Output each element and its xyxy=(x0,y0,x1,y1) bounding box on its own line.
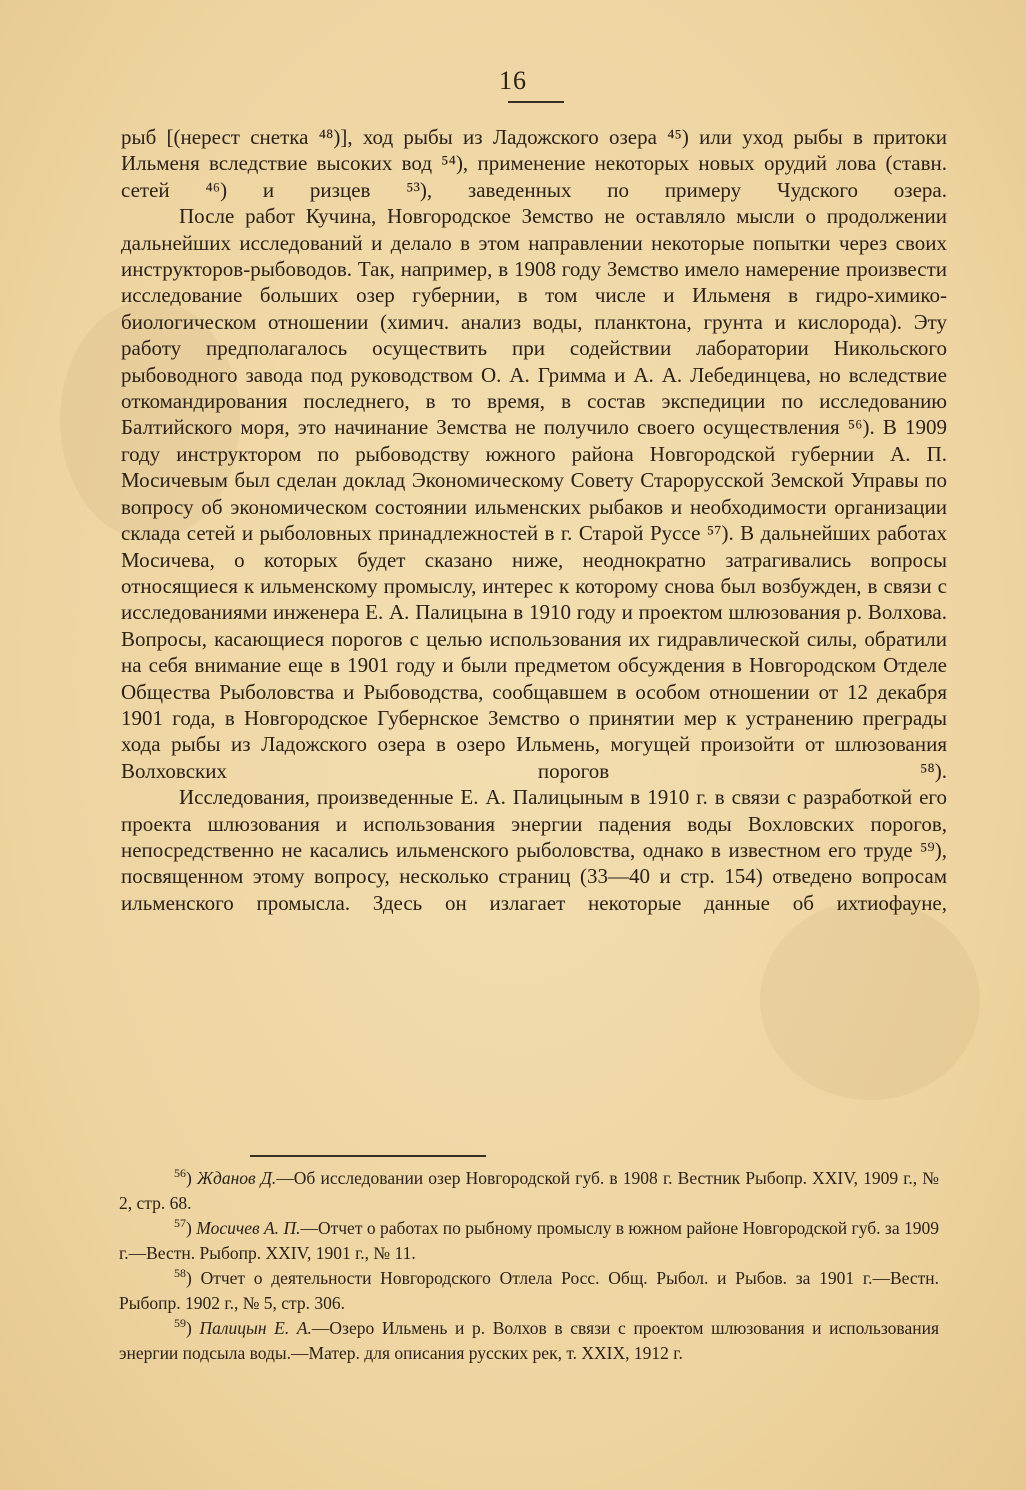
footnotes xyxy=(119,1166,939,1366)
footnote-57: $^{57}$) Мосичев А. П.—Отчет о работах по рыбному промыслу в южном районе Новгородской губ. за 1909 г.—Вестн. Рыбопр. XXIV, 1901 г., № 11. xyxy=(119,1216,940,1263)
body-text xyxy=(121,124,947,916)
footnote-text: —Озеро Ильмень и р. Волхов в связи с проектом шлюзования и использования энергии подсыла воды.—Матер. для описания русских рек, т. XXIX, 1912 г. xyxy=(119,1318,940,1363)
footnote-56: $^{56}$) Жданов Д.—Об исследовании озер Новгородской губ. в 1908 г. Вестник Рыбопр. XXIV, 1909 г., № 2, стр. 68. xyxy=(119,1166,940,1213)
page-number-underline xyxy=(508,101,564,103)
footnote-author: Палицын Е. А. xyxy=(199,1318,312,1338)
footnote-59: $^{59}$) Палицын Е. А.—Озеро Ильмень и р. Волхов в связи с проектом шлюзования и использования энергии подсыла воды.—Матер. для описания русских рек, т. XXIX, 1912 г. xyxy=(119,1316,940,1363)
paragraph: После работ Кучина, Новгородское Земство не оставляло мысли о продолжении дальнейших исследований и делало в этом направлении некоторые попытки через своих инструкторов-рыбоводов. Так, например, в 1908 году Земство имело намерение произвести исследование больших озер губернии, в том числе и Ильменя в гидро-химико-биологическом отношении (химич. анализ воды, планктона, грунта и кислорода). Эту работу предполагалось осуществить при содействии лаборатории Никольского рыбоводного завода под руководством О. А. Гримма и А. А. Лебединцева, но вследствие откомандирования последнего, в то время, в состав экспедиции по исследованию Балтийского моря, это начинание Земства не получило своего осуществления ⁵⁶). В 1909 году инструктором по рыбоводству южного района Новгородской губернии А. П. Мосичевым был сделан доклад Экономическому Совету Старорусской Земской Управы по вопросу об экономическом состоянии ильменских рыбаков и необходимости организации склада сетей и рыболовных принадлежностей в г. Старой Руссе ⁵⁷). В дальнейших работах Мосичева, о которых будет сказано ниже, неоднократно затрагивались вопросы относящиеся к ильменскому промыслу, интерес к которому снова был возбужден, в связи с исследованиями инженера Е. А. Палицына в 1910 году и проектом шлюзования р. Волхова. Вопросы, касающиеся порогов с целью использования их гидравлической силы, обратили на себя внимание еще в 1901 году и были предметом обсуждения в Новгородском Отделе Общества Рыболовства и Рыбоводства, сообщавшем в особом отношении от 12 декабря 1901 года, в Новгородское Губернское Земство о принятии мер к устранению преграды хода рыбы из Ладожского озера в озеро Ильмень, могущей произойти от шлюзования Волховских порогов ⁵⁸). xyxy=(121,204,947,783)
paper-stain xyxy=(760,900,980,1100)
footnote-number: 59 xyxy=(174,1316,186,1331)
paragraph-continuation: рыб [(нерест снетка ⁴⁸)], ход рыбы из Ладожского озера ⁴⁵) или уход рыбы в притоки Ильменя вследствие высоких вод ⁵⁴), применение некоторых новых орудий лова (ставн. сетей ⁴⁶) и ризцев ⁵³), заведенных по примеру Чудского озера. xyxy=(121,125,947,202)
footnote-text: Отчет о деятельности Новгородского Отлела Росс. Общ. Рыбол. и Рыбов. за 1901 г.—Вестн. Рыбопр. 1902 г., № 5, стр. 306. xyxy=(119,1268,939,1313)
footnote-author: Жданов Д. xyxy=(196,1168,277,1188)
footnote-58: $^{58}$) Отчет о деятельности Новгородского Отлела Росс. Общ. Рыбол. и Рыбов. за 1901 г.—Вестн. Рыбопр. 1902 г., № 5, стр. 306. xyxy=(119,1266,939,1313)
footnote-separator xyxy=(250,1155,486,1157)
footnote-number: 57 xyxy=(174,1216,186,1231)
footnote-author: Мосичев А. П. xyxy=(196,1218,301,1238)
footnote-number: 56 xyxy=(174,1166,186,1181)
footnote-text: —Отчет о работах по рыбному промыслу в южном районе Новгородской губ. за 1909 г.—Вестн. Рыбопр. XXIV, 1901 г., № 11. xyxy=(119,1218,940,1263)
footnote-number: 58 xyxy=(174,1266,186,1281)
footnote-text: —Об исследовании озер Новгородской губ. в 1908 г. Вестник Рыбопр. XXIV, 1909 г., № 2, стр. 68. xyxy=(119,1168,940,1213)
paragraph: Исследования, произведенные Е. А. Палицыным в 1910 г. в связи с разработкой его проекта шлюзования и использования энергии падения воды Вохловских порогов, непосредственно не касались ильменского рыболовства, однако в известном его труде ⁵⁹), посвященном этому вопросу, несколько страниц (33—40 и стр. 154) отведено вопросам ильменского промысла. Здесь он излагает некоторые данные об ихтиофауне, xyxy=(121,785,947,915)
page-number: 16 xyxy=(499,66,527,95)
